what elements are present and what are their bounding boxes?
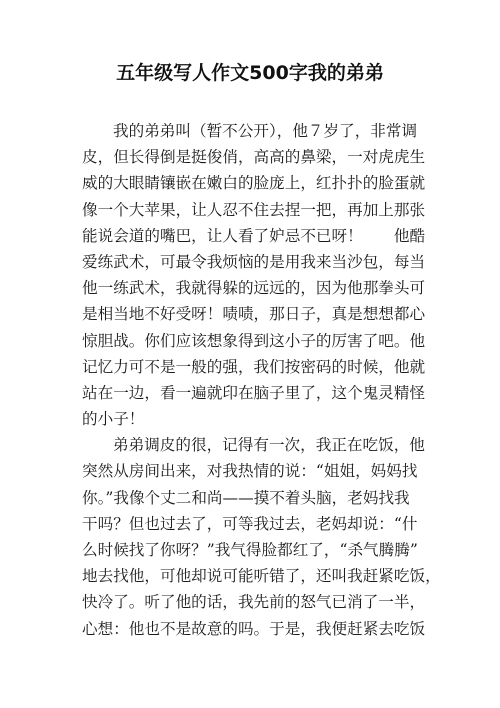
body-line: 干吗？但也过去了，可等我过去，老妈却说：“什 (82, 514, 418, 533)
body-line: 心想：他也不是故意的吗。于是，我便赶紧去吃饭 (82, 619, 426, 638)
body-line: 是相当地不好受呀！啧啧，那日子，真是想想都心 (82, 305, 426, 324)
body-line: 他一练武术，我就得躲的远远的，因为他那拳头可 (82, 279, 426, 298)
body-line: 突然从房间出来，对我热情的说：“姐姐，妈妈找 (82, 462, 418, 481)
body-line: 能说会道的嘴巴，让人看了妒忌不已呀！ 他酷 (82, 226, 426, 245)
body-line: 地去找他，可他却说可能听错了，还叫我赶紧吃饭， (82, 567, 441, 586)
body-line: 爱练武术，可最令我烦恼的是用我来当沙包，每当 (82, 252, 426, 271)
document-title: 五年级写人作文500字我的弟弟 (116, 62, 384, 84)
body-line: 威的大眼睛镶嵌在嫩白的脸庞上，红扑扑的脸蛋就 (82, 174, 426, 193)
body-line: 么时候找了你呀？”我气得脸都红了，“杀气腾腾” (82, 541, 418, 559)
body-line: 像一个大苹果，让人忍不住去捏一把，再加上那张 (82, 200, 426, 219)
body-line: 弟弟调皮的很，记得有一次，我正在吃饭，他 (113, 436, 425, 455)
body-line: 我的弟弟叫（暂不公开），他７岁了，非常调 (113, 122, 418, 140)
body-line: 皮，但长得倒是挺俊俏，高高的鼻梁，一对虎虎生 (82, 148, 426, 167)
body-line: 你。”我像个丈二和尚——摸不着头脑，老妈找我 (82, 488, 410, 507)
body-line: 快冷了。听了他的话，我先前的怒气已消了一半， (82, 593, 426, 612)
body-line: 惊胆战。你们应该想象得到这小子的厉害了吧。他 (82, 331, 426, 350)
body-line: 的小子！ (82, 410, 145, 429)
body-line: 记忆力可不是一般的强，我们按密码的时候，他就 (82, 357, 426, 376)
document-body (82, 118, 441, 642)
body-line: 站在一边，看一遍就印在脑子里了，这个鬼灵精怪 (82, 383, 426, 402)
